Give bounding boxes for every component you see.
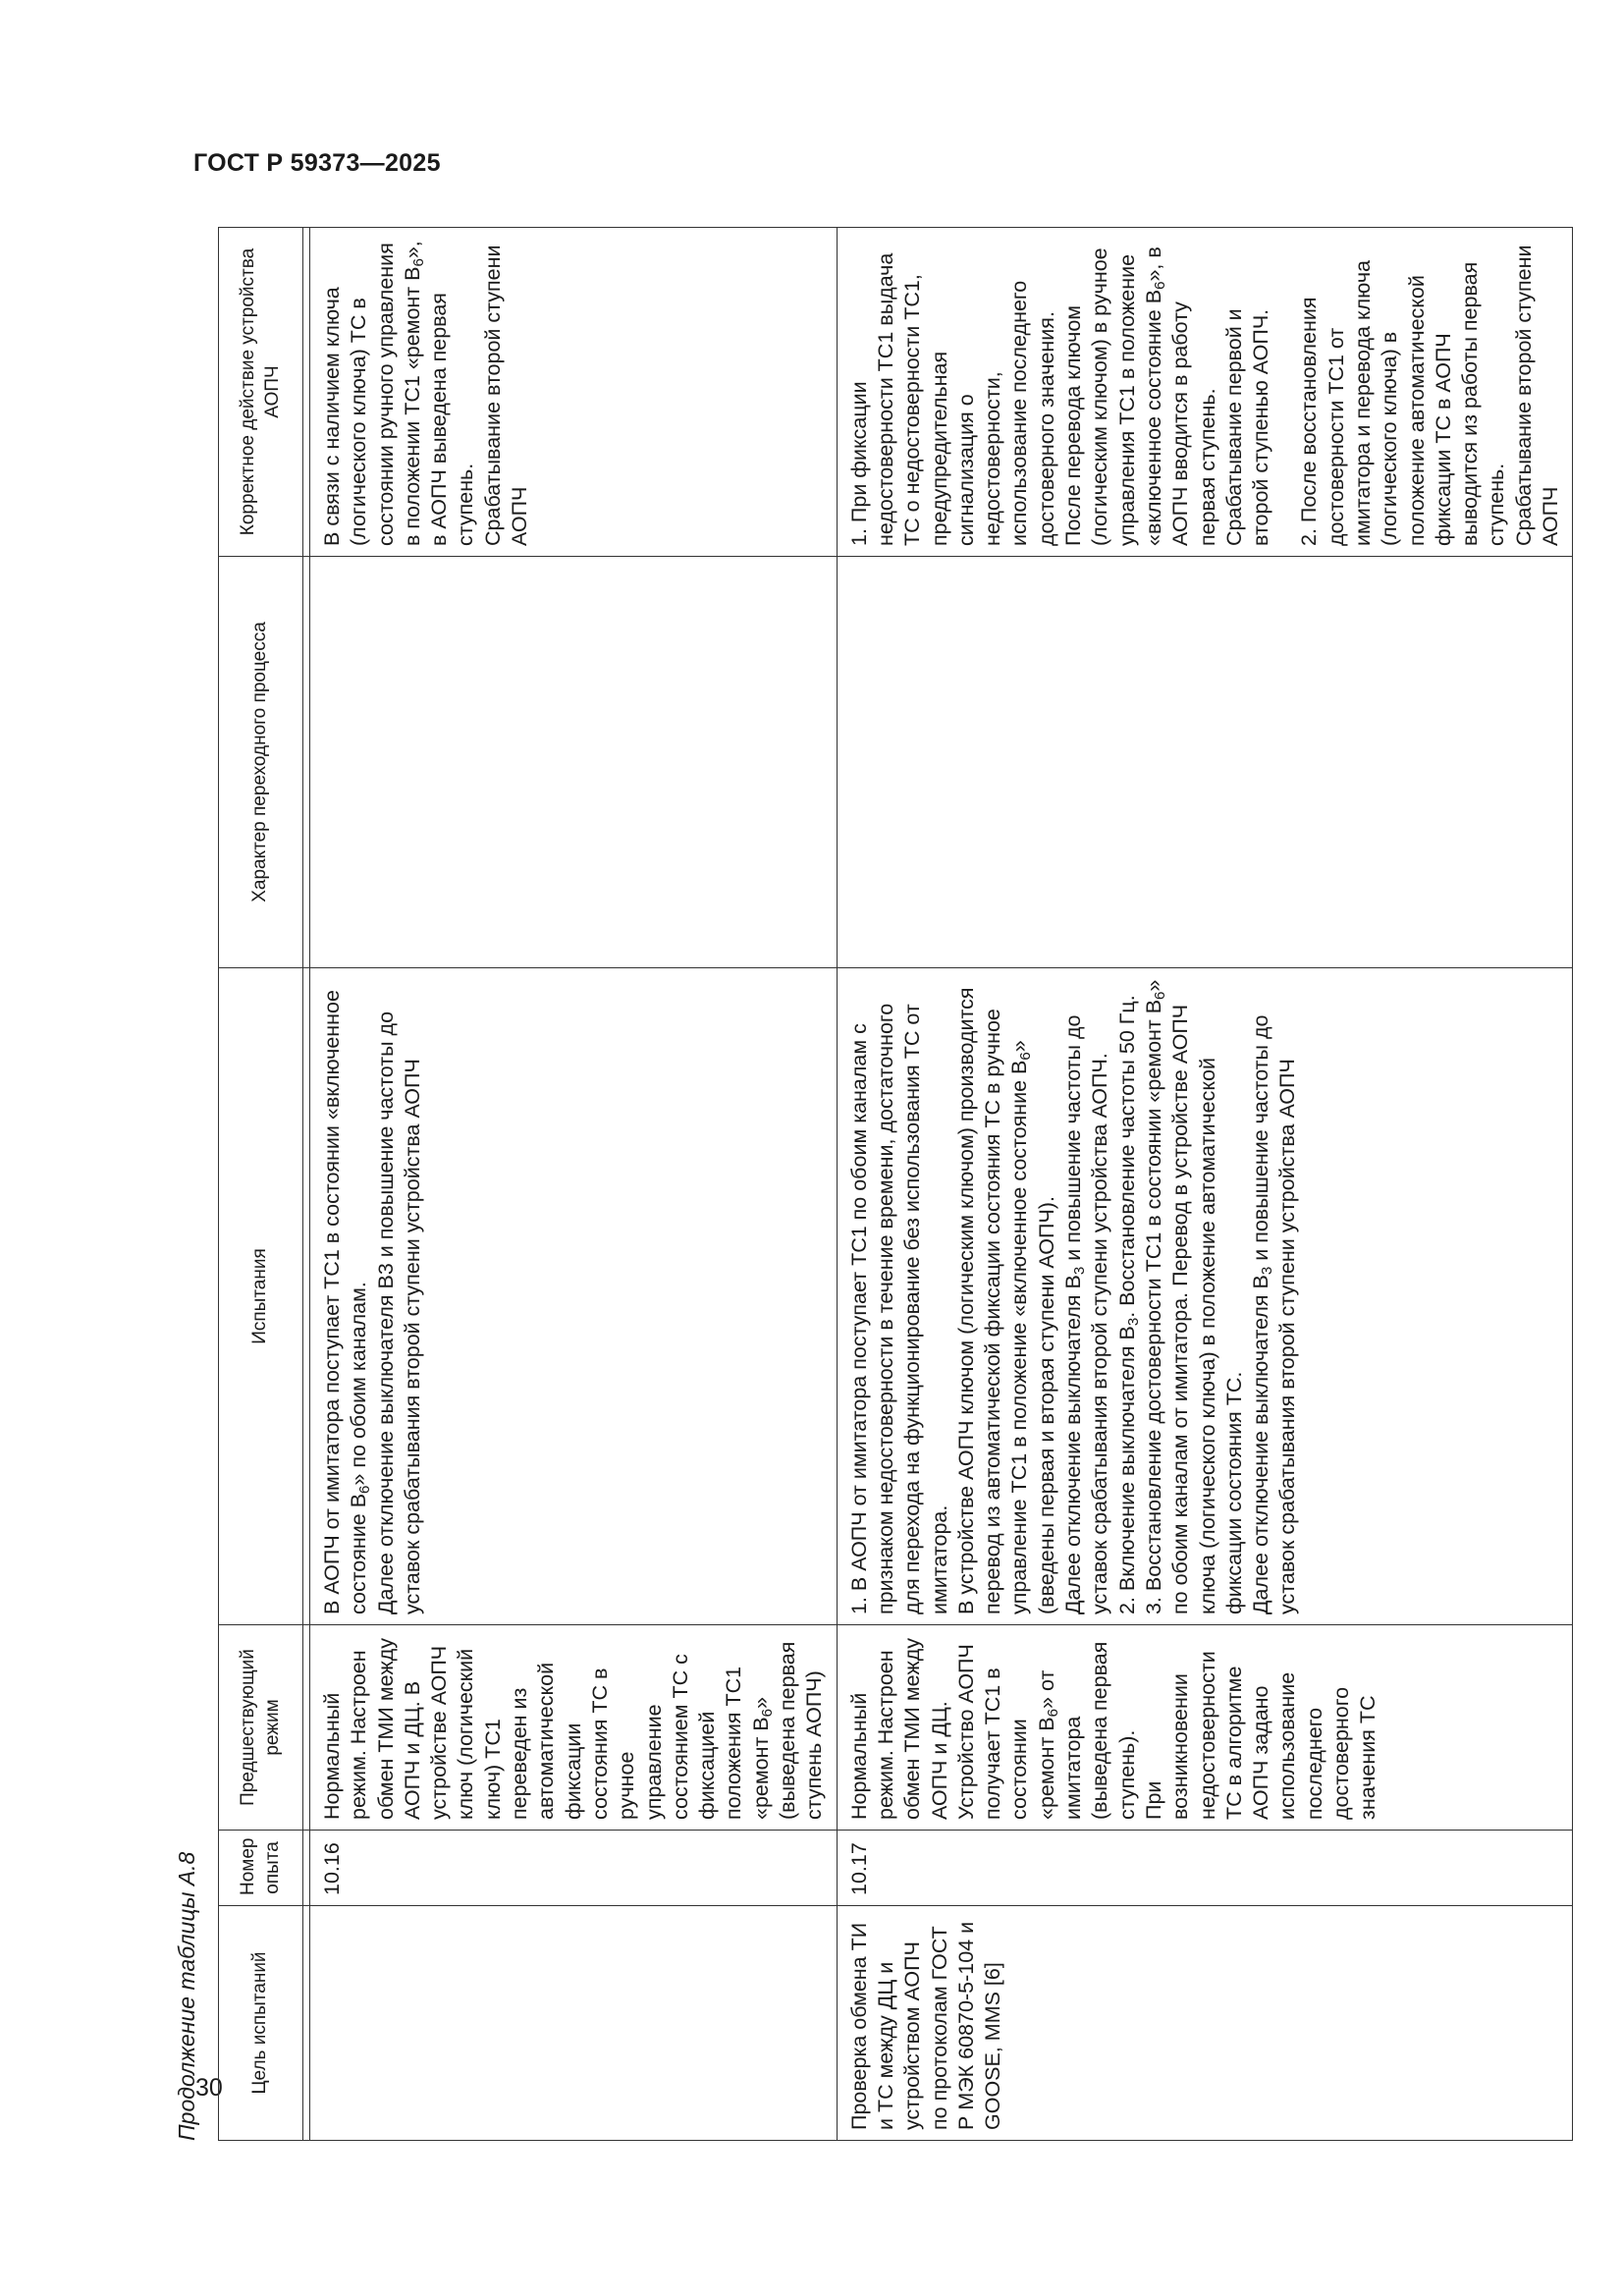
cell-prev-mode: Нормальный режим. Настроен обмен ТМИ между АОПЧ и ДЦ. Устройство АОПЧ получает ТС1 в состоянии «ремонт $В_6$» от имитатора (выведена первая ступень). При возникновении недостоверности ТС в алгоритме АОПЧ задано использование последнего достоверного значения ТС [837,1625,1573,1831]
col-header-aim: Цель испытаний [219,1906,303,2141]
cell-correct-action [310,228,838,557]
document-header: ГОСТ Р 59373—2025 [193,149,441,177]
col-header-correct-action: Корректное действие устройства АОПЧ [219,228,303,557]
cell-aim: Проверка обмена ТИ и ТС между ДЦ и устройством АОПЧ по протоколам ГОСТ Р МЭК 60870-5-104 и GOOSE, MMS [6] [837,1906,1573,2141]
subscript: 6 [758,1708,776,1718]
cell-number: 10.17 [837,1831,1573,1906]
cell-tests: В АОПЧ от имитатора поступает ТС1 в состоянии «включенное состояние $В_6$» по обоим каналам. Далее отключение выключателя В3 и повышение частоты до уставок срабатывания второй ступени устройства АОПЧ [310,968,838,1625]
action-block: 2. После восстановления достоверности ТС1 от имитатора и перевода ключа (логического ключа) в положение автоматической фиксации ТС в АОПЧ выводится из работы первая ступень. Срабатывание второй ступени АОПЧ [1297,245,1563,546]
table-header-row [219,228,303,2141]
table-row [837,228,1573,2141]
col-header-number: Номер опыта [219,1831,303,1906]
col-header-prev-mode: Предшествующий режим [219,1625,303,1831]
cell-number: 10.16 [310,1831,838,1906]
subscript: 6 [409,258,427,267]
table-continuation-label: Продолжение таблицы А.8 [174,1851,199,2141]
page-number: 30 [195,2074,223,2102]
col-header-tests: Испытания [219,968,303,1625]
action-block: 1. При фиксации недостоверности ТС1 выдача ТС о недостоверности ТС1, предупредительная сигнализация о недостоверности, использование последнего достоверного значения. После перевода ключом (логическим ключом) в ручное управления ТС1 в положение «включенное состояние $В_6$», в АОПЧ вводится в работу первая ступень. Срабатывание первой и второй ступенью АОПЧ. [846,246,1273,546]
subscript: 6 [356,1485,374,1494]
cell-transient [837,557,1573,968]
cell-aim [310,1906,838,2141]
cell-correct-action [837,228,1573,557]
subscript: 6 [1151,991,1168,1000]
test-table [218,227,1573,2141]
cell-transient [310,557,838,968]
table-row [310,228,838,2141]
col-header-transient: Характер переходного процесса [219,557,303,968]
cell-tests: 1. В АОПЧ от имитатора поступает ТС1 по обоим каналам с признаком недостоверности в течение времени, достаточного для перехода на функционирование без использования ТС от имитатора. В устройстве АОПЧ ключом (логическим ключом) производится перевод из автоматической фиксации состояния ТС в ручное управление ТС1 в положение «включенное состояние $В_6$» (введены первая и вторая ступени АОПЧ). Далее отключение выключателя $В_3$ и повышение частоты до уставок срабатывания второй ступени устройства АОПЧ. 2. Включение выключателя $В_3$. Восстановление частоты 50 Гц. 3. Восстановление достоверности ТС1 в состоянии «ремонт $В_6$» по обоим каналам от имитатора. Перевод в устройстве АОПЧ ключа (логического ключа) в положение автоматической фиксации состояния ТС. Далее отключение выключателя $В_3$ и повышение частоты до уставок срабатывания второй ступени устройства АОПЧ [837,968,1573,1625]
subscript: 3 [1070,1266,1088,1276]
cell-prev-mode: Нормальный режим. Настроен обмен ТМИ между АОПЧ и ДЦ. В устройстве АОПЧ ключ (логический ключ) ТС1 переведен из автоматической фиксации состояния ТС в ручное управление состоянием ТС с фиксацией положения ТС1 «ремонт $В_6$» (выведена первая ступень АОПЧ) [310,1625,838,1831]
subscript: 3 [1258,1266,1275,1276]
subscript: 6 [1151,281,1168,290]
header-double-rule [303,228,310,2141]
subscript: 3 [1124,1317,1142,1327]
rotated-table-block [157,228,1563,2141]
subscript: 6 [1044,1708,1061,1718]
subscript: 6 [1017,1052,1035,1061]
action-block: В связи с наличием ключа (логического ключа) ТС в состоянии ручного управления в положении ТС1 «ремонт $В_6$», в АОПЧ выведена первая ступень. Срабатывание второй ступени АОПЧ [320,241,532,546]
